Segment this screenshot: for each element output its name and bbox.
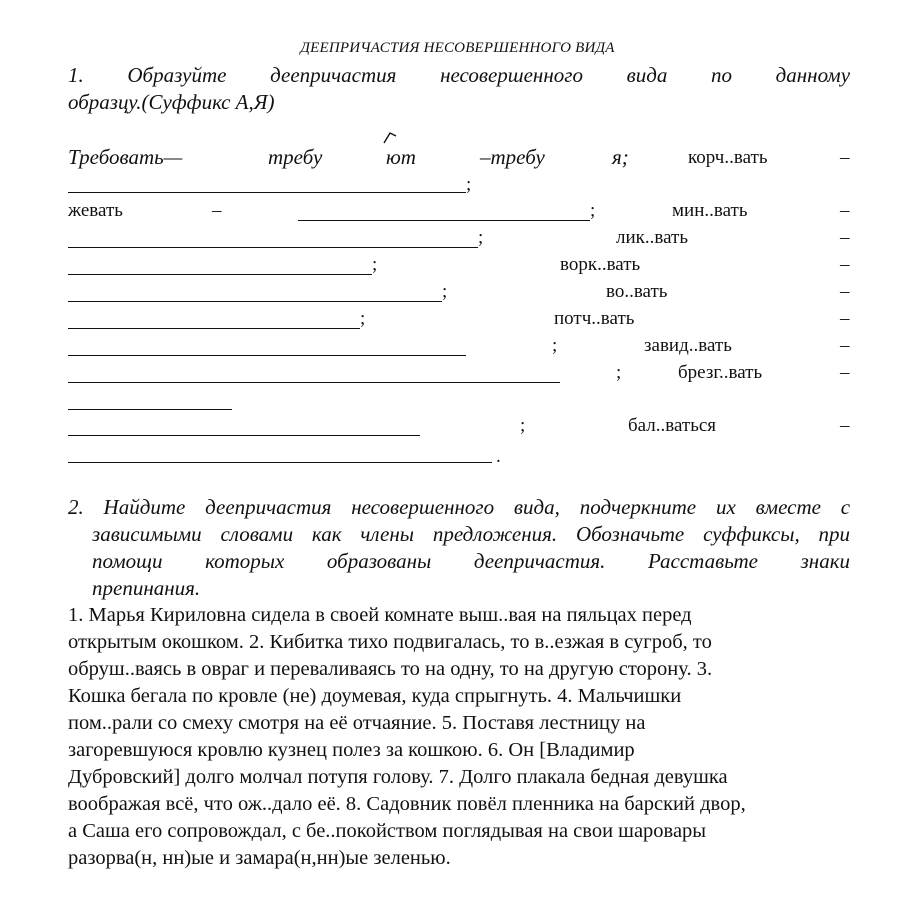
- text-line: загоревшуюся кровлю кузнец полез за кошкою. 6. Он [Владимир: [68, 739, 635, 761]
- task2-word: деепричастия: [205, 495, 332, 519]
- exercise-word: мин..вать: [672, 200, 748, 221]
- answer-line[interactable]: [68, 274, 372, 275]
- dash: –: [840, 147, 850, 168]
- task2-word: с: [840, 495, 851, 519]
- task2-word: вида,: [513, 495, 560, 519]
- task1-word: Образуйте: [127, 63, 227, 87]
- exercise-word: лик..вать: [616, 227, 689, 248]
- answer-line[interactable]: [68, 462, 492, 463]
- text-line: Дубровский] долго молчал потупя голову. 7. Долго плакала бедная девушка: [68, 766, 728, 788]
- page-title: ДЕЕПРИЧАСТИЯ НЕСОВЕРШЕННОГО ВИДА: [300, 40, 615, 56]
- exercise-text: [68, 602, 858, 872]
- dash: –: [840, 415, 850, 436]
- answer-line[interactable]: [68, 301, 442, 302]
- semicolon: ;: [520, 415, 526, 436]
- task2-word: подчеркните: [579, 495, 697, 519]
- task1-word: деепричастия: [270, 63, 397, 87]
- example-row: [0, 145, 915, 169]
- answer-line[interactable]: [68, 192, 466, 193]
- dash: –: [840, 335, 850, 356]
- answer-line[interactable]: [68, 328, 360, 329]
- exercise-word: потч..вать: [554, 308, 635, 329]
- stress-mark-icon: [382, 131, 398, 145]
- task2-word: вместе: [755, 495, 821, 519]
- semicolon: ;: [590, 200, 596, 221]
- dash: –: [840, 281, 850, 302]
- task2-word: знаки: [800, 549, 851, 573]
- task2-word: Расставьте: [648, 549, 758, 573]
- text-line: обруш..ваясь в овраг и переваливаясь то на одну, то на другую сторону. 3.: [68, 658, 713, 680]
- semicolon: ;: [478, 227, 484, 248]
- task2-word: при: [818, 522, 851, 546]
- task1-word: по: [711, 63, 732, 87]
- example-verb: Требовать—: [68, 145, 183, 169]
- dash: –: [840, 254, 850, 275]
- text-line: Кошка бегала по кровле (не) доумевая, куда спрыгнуть. 4. Мальчишки: [68, 685, 682, 707]
- task2-word: словами: [220, 522, 294, 546]
- exercise-word: во..вать: [606, 281, 668, 302]
- text-line: воображая всё, что ож..дало её. 8. Садовник повёл пленника на барский двор,: [68, 793, 746, 815]
- example-part: ют: [386, 145, 416, 169]
- task1-word: несовершенного: [440, 63, 583, 87]
- task1-word: 1.: [68, 63, 84, 87]
- dash: –: [840, 227, 850, 248]
- task2-word: помощи: [92, 549, 163, 573]
- semicolon: ;: [372, 254, 378, 275]
- task2-heading-line3: [92, 549, 850, 574]
- task1-word: вида: [626, 63, 668, 87]
- text-line: пом..рали со смеху смотря на её отчаяние. 5. Поставя лестницу на: [68, 712, 646, 734]
- task1-word: данному: [775, 63, 851, 87]
- task1-heading-line2: образцу.(Суффикс А,Я): [68, 90, 275, 114]
- exercise-word: бал..ваться: [628, 415, 717, 436]
- example-part: –требу: [480, 145, 545, 169]
- semicolon: ;: [442, 281, 448, 302]
- answer-line[interactable]: [68, 382, 560, 383]
- dash: –: [840, 362, 850, 383]
- exercise-word: завид..вать: [644, 335, 732, 356]
- text-line: а Саша его сопровождал, с бе..покойством поглядывая на свои шаровары: [68, 820, 707, 842]
- dash: –: [212, 200, 222, 221]
- dash: –: [840, 200, 850, 221]
- task2-heading-line2: [92, 522, 850, 547]
- task2-word: предложения.: [432, 522, 558, 546]
- example-part: требу: [268, 145, 323, 169]
- answer-line[interactable]: [68, 435, 420, 436]
- semicolon: ;: [616, 362, 622, 383]
- exercise-word: корч..вать: [688, 147, 768, 168]
- answer-line[interactable]: [68, 247, 478, 248]
- task2-word: их: [715, 495, 736, 519]
- task2-word: зависимыми: [92, 522, 202, 546]
- dash: –: [840, 308, 850, 329]
- period: .: [496, 446, 501, 467]
- exercise-word: жевать: [68, 200, 123, 221]
- task2-word: деепричастия.: [473, 549, 606, 573]
- task2-heading: [68, 495, 850, 520]
- answer-line[interactable]: [298, 220, 590, 221]
- task2-word: образованы: [326, 549, 432, 573]
- task2-word: члены: [360, 522, 414, 546]
- text-line: разорва(н, нн)ые и замара(н,нн)ые зеленью.: [68, 847, 451, 869]
- semicolon: ;: [552, 335, 558, 356]
- task2-word: 2.: [68, 495, 84, 519]
- answer-line[interactable]: [68, 355, 466, 356]
- task1-heading: [68, 63, 850, 88]
- semicolon: ;: [360, 308, 366, 329]
- semicolon: ;: [466, 174, 472, 195]
- example-part: я;: [612, 145, 629, 169]
- task2-word: суффиксы,: [703, 522, 800, 546]
- text-line: 1. Марья Кириловна сидела в своей комнате выш..вая на пяльцах перед: [68, 604, 692, 626]
- exercise-word: брезг..вать: [678, 362, 763, 383]
- exercise-word: ворк..вать: [560, 254, 641, 275]
- task2-word: Обозначьте: [575, 522, 685, 546]
- task2-word: которых: [205, 549, 285, 573]
- answer-line[interactable]: [68, 409, 232, 410]
- text-line: открытым окошком. 2. Кибитка тихо подвигалась, то в..езжая в сугроб, то: [68, 631, 712, 653]
- task2-word: Найдите: [103, 495, 186, 519]
- task2-heading-line4: препинания.: [92, 576, 201, 600]
- task2-word: как: [311, 522, 342, 546]
- task2-word: несовершенного: [351, 495, 495, 519]
